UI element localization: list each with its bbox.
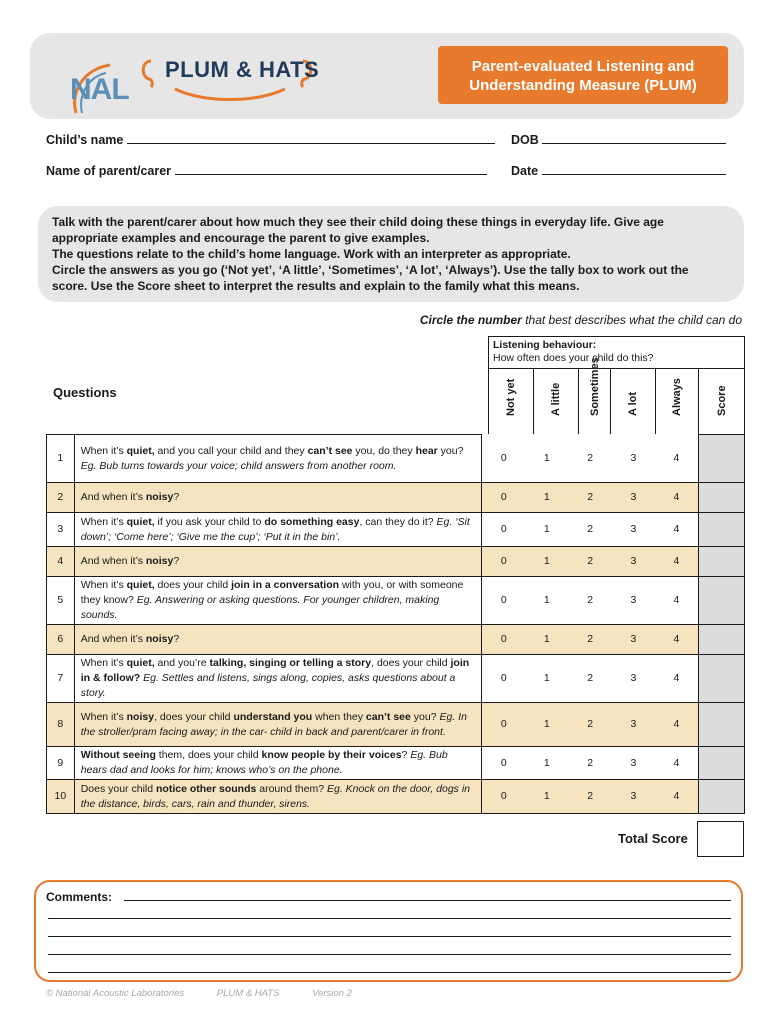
question-row bbox=[47, 435, 745, 483]
parent-name-field[interactable] bbox=[46, 163, 487, 178]
question-text-part: ? bbox=[401, 749, 411, 761]
comment-line[interactable] bbox=[124, 900, 731, 901]
answer-option[interactable]: 1 bbox=[543, 594, 550, 606]
answer-option[interactable]: 1 bbox=[525, 625, 568, 655]
total-score-box[interactable] bbox=[697, 821, 744, 857]
answer-option[interactable]: 1 bbox=[543, 523, 550, 535]
col-head-always bbox=[655, 369, 698, 434]
col-head-a-little bbox=[533, 369, 578, 434]
question-number: 9 bbox=[47, 747, 75, 780]
answer-option[interactable]: 4 bbox=[655, 577, 698, 625]
answer-option[interactable]: 3 bbox=[612, 780, 655, 814]
listening-behaviour-question: How often does your child do this? bbox=[493, 352, 654, 364]
form-title-line-1: Parent-evaluated Listening and bbox=[471, 58, 695, 75]
answer-option[interactable]: 2 bbox=[587, 672, 594, 684]
nal-logo bbox=[48, 47, 129, 106]
question-text-part: you, do they bbox=[352, 444, 416, 457]
question-text-part: quiet, bbox=[126, 515, 155, 528]
footer-version: Version 2 bbox=[312, 988, 352, 999]
answer-option[interactable]: 4 bbox=[655, 483, 698, 513]
col-head-a-lot bbox=[610, 369, 655, 434]
question-text-part: Eg. Settles and listens, sings along, copies, asks questions about a story. bbox=[80, 672, 456, 699]
instruction-line-1: Talk with the parent/carer about how much they see their child doing these things in everyday life. Give age bbox=[52, 215, 664, 229]
questions-table bbox=[46, 434, 745, 814]
child-name-label: Child’s name bbox=[46, 133, 124, 147]
total-score-label: Total Score bbox=[618, 831, 688, 846]
question-row bbox=[47, 747, 745, 780]
col-label-sometimes: Sometimes bbox=[588, 357, 601, 416]
col-head-not-yet bbox=[488, 369, 533, 434]
answer-option[interactable]: 4 bbox=[655, 435, 698, 483]
answer-option[interactable]: 4 bbox=[655, 625, 698, 655]
answer-option[interactable]: 1 bbox=[525, 703, 568, 747]
question-row bbox=[47, 483, 745, 513]
question-text bbox=[74, 703, 482, 747]
footer-copyright: © National Acoustic Laboratories bbox=[46, 988, 185, 999]
circle-note-bold: Circle the number bbox=[419, 313, 522, 327]
question-text-part: talking, singing or telling a story bbox=[209, 657, 372, 669]
question-text-part: join in & follow? bbox=[80, 657, 470, 684]
comments-label: Comments: bbox=[46, 890, 113, 904]
question-text-part: understand you bbox=[233, 710, 313, 723]
question-row bbox=[47, 703, 745, 747]
question-text-part: Eg. Bub hears dad and looks for him; knows who’s on the phone. bbox=[80, 749, 448, 776]
score-cell[interactable] bbox=[698, 703, 744, 747]
circle-note-rest: that best describes what the child can do bbox=[521, 313, 742, 327]
question-text-part: them, does your child bbox=[155, 749, 262, 761]
answer-option[interactable]: 2 bbox=[568, 780, 611, 814]
answer-option[interactable]: 2 bbox=[568, 625, 611, 655]
answer-option[interactable]: 3 bbox=[630, 756, 637, 769]
instruction-line-5: score. Use the Score sheet to interpret the results and explain to the family what this means. bbox=[52, 279, 580, 293]
answer-option[interactable]: 3 bbox=[612, 483, 655, 513]
question-text-part: notice other sounds bbox=[156, 782, 257, 795]
answer-option[interactable]: 4 bbox=[655, 780, 698, 814]
answer-option[interactable]: 2 bbox=[587, 451, 594, 464]
question-text bbox=[74, 483, 482, 513]
col-label-a-lot: A lot bbox=[627, 391, 639, 416]
circle-note bbox=[420, 313, 742, 327]
question-text bbox=[74, 513, 482, 547]
col-label-always: Always bbox=[671, 378, 683, 416]
score-cell[interactable] bbox=[698, 625, 744, 655]
question-text-part: you? bbox=[437, 444, 464, 457]
question-text-part: noisy bbox=[145, 555, 174, 567]
question-text-part: join in a conversation bbox=[231, 579, 340, 591]
comment-line[interactable] bbox=[48, 918, 731, 919]
comment-line[interactable] bbox=[48, 972, 731, 973]
instructions-box bbox=[38, 206, 744, 302]
answer-option[interactable]: 2 bbox=[568, 483, 611, 513]
answer-option[interactable]: 4 bbox=[655, 655, 698, 703]
instruction-line-4: Circle the answers as you go (‘Not yet’, ‘A little’, ‘Sometimes’, ‘A lot’, ‘Always’). Use the tally box to work out the bbox=[52, 263, 689, 277]
score-cell[interactable] bbox=[698, 655, 744, 703]
question-text bbox=[74, 780, 482, 814]
comments-box[interactable] bbox=[34, 880, 743, 982]
parent-name-line[interactable] bbox=[175, 163, 487, 175]
question-text-part: noisy bbox=[126, 710, 155, 723]
answer-option[interactable]: 3 bbox=[630, 523, 637, 535]
score-cell[interactable] bbox=[698, 547, 744, 577]
question-row bbox=[47, 513, 745, 547]
listening-behaviour-header bbox=[488, 336, 745, 369]
question-text-part: Does your child bbox=[80, 782, 156, 795]
question-number: 8 bbox=[47, 703, 75, 747]
question-text-part: do something easy bbox=[264, 515, 360, 528]
question-number: 3 bbox=[47, 513, 75, 547]
question-text-part: with you, or with someone they know? bbox=[80, 579, 464, 606]
answer-option[interactable]: 2 bbox=[587, 756, 594, 769]
question-number: 5 bbox=[47, 577, 75, 625]
question-text-part: hear bbox=[415, 444, 438, 457]
footer bbox=[46, 988, 382, 999]
question-row bbox=[47, 655, 745, 703]
question-number: 10 bbox=[47, 780, 75, 814]
question-row bbox=[47, 577, 745, 625]
col-label-not-yet: Not yet bbox=[505, 378, 517, 416]
child-name-line[interactable] bbox=[127, 132, 495, 144]
answer-option[interactable]: 3 bbox=[630, 451, 637, 464]
question-text-part: quiet, bbox=[126, 444, 155, 457]
col-label-a-little: A little bbox=[550, 382, 562, 416]
question-text bbox=[74, 625, 482, 655]
answer-option[interactable]: 0 bbox=[482, 577, 525, 625]
question-text-part: ? bbox=[173, 491, 180, 503]
question-text-part: Eg. In the stroller/pram facing away; in the car- child in back and parent/carer in front. bbox=[80, 710, 467, 738]
answer-option[interactable]: 3 bbox=[612, 547, 655, 577]
col-head-score bbox=[698, 369, 745, 434]
question-text-part: When it’s bbox=[80, 710, 127, 723]
answer-option[interactable]: 0 bbox=[482, 547, 525, 577]
form-title bbox=[438, 46, 728, 104]
answer-option[interactable]: 3 bbox=[612, 625, 655, 655]
question-text-part: Eg. ‘Sit down’; ‘Come here’; ‘Give me the cup’; ‘Put it in the bin’. bbox=[80, 515, 470, 543]
answer-option[interactable]: 0 bbox=[482, 780, 525, 814]
answer-option[interactable]: 1 bbox=[543, 756, 550, 769]
questions-label: Questions bbox=[53, 385, 117, 400]
question-number: 7 bbox=[47, 655, 75, 703]
dob-label: DOB bbox=[511, 133, 539, 147]
date-field[interactable] bbox=[511, 163, 726, 178]
question-row bbox=[47, 547, 745, 577]
question-text-part: Eg. Bub turns towards your voice; child answers from another room. bbox=[80, 459, 397, 472]
answer-option[interactable]: 0 bbox=[482, 747, 525, 780]
instruction-line-2: appropriate examples and encourage the parent to give examples. bbox=[52, 231, 430, 245]
question-text-part: ? bbox=[173, 555, 180, 567]
answer-option[interactable]: 4 bbox=[655, 747, 698, 780]
question-text-part: , can they do it? bbox=[359, 515, 437, 528]
question-number: 2 bbox=[47, 483, 75, 513]
answer-option[interactable]: 1 bbox=[525, 547, 568, 577]
answer-option[interactable]: 3 bbox=[612, 703, 655, 747]
plum-hats-logo bbox=[135, 47, 320, 107]
question-text-part: know people by their voices bbox=[261, 749, 402, 761]
comment-line[interactable] bbox=[48, 954, 731, 955]
score-cell[interactable] bbox=[698, 513, 744, 547]
question-text-part: Eg. Knock on the door, dogs in the distance, birds, cars, rain and thunder, sirens. bbox=[80, 782, 471, 810]
answer-option[interactable]: 0 bbox=[482, 655, 525, 703]
footer-program: PLUM & HATS bbox=[216, 988, 280, 999]
question-text-part: When it’s bbox=[80, 579, 127, 591]
question-text-part: Eg. Answering or asking questions. For younger children, making sounds. bbox=[80, 594, 440, 621]
question-text-part: does your child bbox=[154, 579, 232, 591]
answer-option[interactable]: 1 bbox=[543, 451, 550, 464]
instruction-line-3: The questions relate to the child’s home language. Work with an interpreter as appropriate. bbox=[52, 247, 571, 261]
question-text-part: And when it’s bbox=[80, 555, 146, 567]
question-number: 6 bbox=[47, 625, 75, 655]
answer-option[interactable]: 0 bbox=[482, 435, 525, 483]
question-text-part: ? bbox=[173, 633, 180, 645]
answer-option[interactable]: 0 bbox=[482, 513, 525, 547]
question-text-part: noisy bbox=[145, 491, 174, 503]
question-text-part: When it’s bbox=[80, 515, 127, 528]
answer-option[interactable]: 2 bbox=[587, 523, 594, 535]
col-label-score: Score bbox=[715, 385, 728, 416]
child-name-field[interactable] bbox=[46, 132, 495, 147]
score-cell[interactable] bbox=[698, 483, 744, 513]
header-banner bbox=[30, 33, 744, 119]
question-text-part: And when it’s bbox=[80, 491, 146, 503]
question-text-part: noisy bbox=[145, 633, 174, 645]
col-head-sometimes bbox=[578, 357, 610, 434]
answer-option[interactable]: 1 bbox=[525, 780, 568, 814]
question-text-part: can’t see bbox=[307, 444, 353, 457]
question-row bbox=[47, 625, 745, 655]
question-number: 1 bbox=[47, 435, 75, 483]
score-cell[interactable] bbox=[698, 747, 744, 780]
score-cell[interactable] bbox=[698, 577, 744, 625]
question-row bbox=[47, 780, 745, 814]
question-text bbox=[74, 747, 482, 780]
answer-option[interactable]: 0 bbox=[482, 483, 525, 513]
question-text bbox=[74, 435, 482, 483]
question-text-part: quiet, bbox=[126, 657, 155, 669]
question-text-part: Without seeing bbox=[80, 749, 156, 761]
answer-option[interactable]: 2 bbox=[568, 547, 611, 577]
listening-behaviour-label: Listening behaviour: bbox=[493, 339, 597, 351]
score-cell[interactable] bbox=[698, 435, 744, 483]
question-text-part: and you call your child and they bbox=[154, 444, 308, 457]
answer-option[interactable]: 3 bbox=[630, 594, 637, 606]
answer-option[interactable]: 4 bbox=[655, 703, 698, 747]
comment-line[interactable] bbox=[48, 936, 731, 937]
question-text-part: and you’re bbox=[154, 657, 210, 669]
answer-option[interactable]: 3 bbox=[630, 672, 637, 684]
plum-hats-logo-text: PLUM & HATS bbox=[165, 57, 320, 82]
dob-line[interactable] bbox=[542, 132, 726, 144]
question-text bbox=[74, 577, 482, 625]
question-text bbox=[74, 547, 482, 577]
question-text-part: can’t see bbox=[365, 710, 411, 723]
answer-option[interactable]: 0 bbox=[482, 625, 525, 655]
questions-table-body bbox=[47, 435, 745, 814]
question-text-part: , does your child bbox=[371, 657, 451, 669]
question-text-part: When it’s bbox=[80, 657, 127, 669]
answer-option[interactable]: 1 bbox=[543, 672, 550, 684]
answer-option[interactable]: 2 bbox=[568, 703, 611, 747]
question-text bbox=[74, 655, 482, 703]
date-line[interactable] bbox=[542, 163, 726, 175]
question-text-part: And when it’s bbox=[80, 633, 146, 645]
dob-field[interactable] bbox=[511, 132, 726, 147]
answer-option[interactable]: 2 bbox=[587, 594, 594, 606]
parent-name-label: Name of parent/carer bbox=[46, 164, 172, 178]
question-text-part: When it’s bbox=[80, 444, 127, 457]
question-text-part: if you ask your child to bbox=[154, 515, 265, 528]
question-text-part: , does your child bbox=[154, 710, 234, 723]
answer-option[interactable]: 0 bbox=[482, 703, 525, 747]
question-text-part: when they bbox=[312, 710, 366, 723]
question-text-part: you? bbox=[410, 710, 440, 723]
answer-option[interactable]: 1 bbox=[525, 483, 568, 513]
date-label: Date bbox=[511, 164, 539, 178]
question-text-part: quiet, bbox=[126, 579, 155, 591]
answer-option[interactable]: 4 bbox=[655, 513, 698, 547]
question-number: 4 bbox=[47, 547, 75, 577]
score-cell[interactable] bbox=[698, 780, 744, 814]
form-title-line-2: Understanding Measure (PLUM) bbox=[469, 77, 697, 94]
nal-logo-text: NAL bbox=[70, 73, 129, 106]
answer-option[interactable]: 4 bbox=[655, 547, 698, 577]
question-text-part: around them? bbox=[256, 782, 327, 795]
